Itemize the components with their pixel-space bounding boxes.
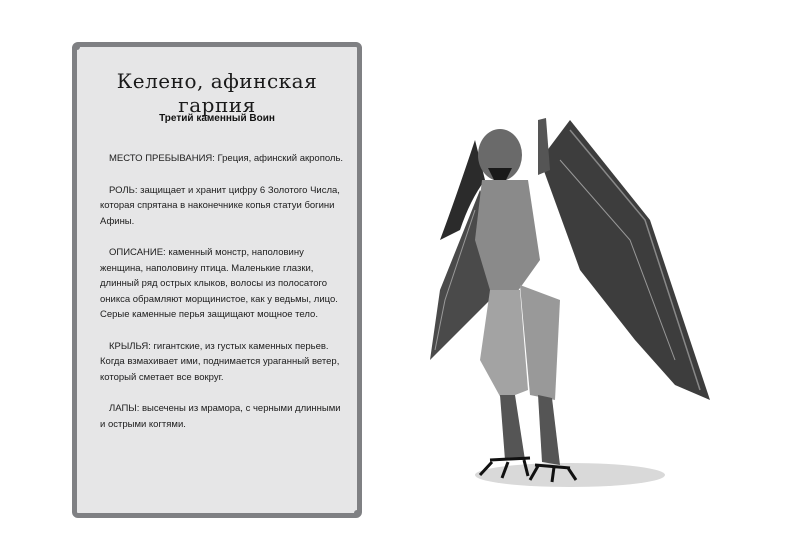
paragraph-paws: ЛАПЫ: высечены из мрамора, с черными длинными и острыми когтями. xyxy=(100,403,341,430)
paragraph-role: РОЛЬ: защищает и хранит цифру 6 Золотого Числа, которая спрятана в наконечнике копья статуи богини Афины. xyxy=(100,184,340,227)
card-subtitle: Третий каменный Воин xyxy=(159,113,275,124)
info-card xyxy=(72,42,362,518)
paragraph-description: ОПИСАНИЕ: каменный монстр, наполовину женщина, наполовину птица. Маленькие глазки, длинный ряд острых клыков, волосы из полосатого оникса обрамляют морщинистое, как у ведьмы, лицо. Серые каменные перья защищают мощное тело. xyxy=(100,247,338,320)
paragraph-location: МЕСТО ПРЕБЫВАНИЯ: Греция, афинский акрополь. xyxy=(109,153,344,164)
card-body xyxy=(100,151,345,448)
card-title: Келено, афинская гарпия xyxy=(116,69,318,117)
paragraph-wings: КРЫЛЬЯ: гигантские, из густых каменных перьев. Когда взмахивает ими, поднимается ураганный ветер, который сметает все вокруг. xyxy=(100,340,340,383)
harpy-illustration-icon xyxy=(420,100,720,500)
